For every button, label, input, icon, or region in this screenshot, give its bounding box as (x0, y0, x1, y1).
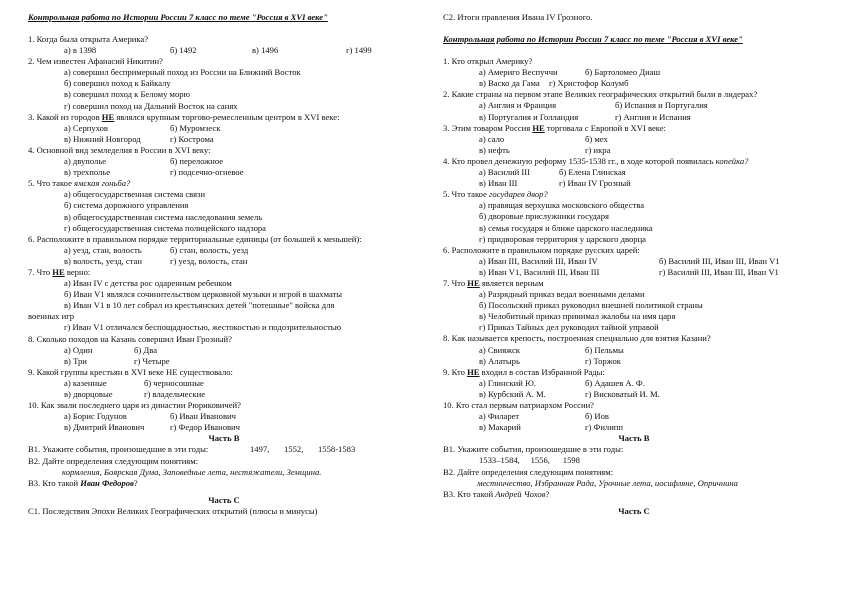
left-b2-terms: кормления, Боярская Дума, Заповедные лета, нестяжатели, Земщина. (62, 466, 322, 477)
left-q7-text: 7. Что НЕ верно: (28, 266, 91, 277)
answer-option: б) Бартоломео Диаш (585, 67, 661, 78)
answer-option: в) трехполье (64, 167, 111, 178)
left-q9-text: 9. Какой группы крестьян в XVI веке НЕ существовало: (28, 366, 233, 377)
right-c2: С2. Итоги правления Ивана IV Грозного. (443, 12, 593, 22)
right-q7-text: 7. Что НЕ является верным (443, 277, 544, 288)
left-column (28, 12, 420, 517)
answer-option: г) придворовая территория у царского дворца (479, 233, 646, 244)
not-emphasis: НЕ (467, 277, 480, 288)
answer-option: в) Алатырь (479, 355, 520, 366)
answer-option: б) стан, волость, уезд (170, 244, 249, 255)
answer-option: а) уезд, стан, волость (64, 244, 142, 255)
not-emphasis: НЕ (52, 266, 65, 277)
term-emphasis: государев двор? (489, 189, 548, 200)
answer-option: г) Англия и Испания (615, 111, 691, 122)
answer-option: б) система дорожного управления (64, 200, 189, 211)
answer-option: а) Василий III (479, 167, 531, 178)
left-q1-options (28, 45, 420, 56)
left-b3: В3. Кто такой Иван Федоров? (28, 477, 138, 488)
answer-option: а) Америго Веспуччи (479, 67, 558, 78)
person-name: Иван Федоров (80, 477, 134, 488)
answer-option: в) общегосударственная система наследования земель (64, 211, 263, 222)
left-q4-text: 4. Основной вид земледелия в России в XVI веку: (28, 144, 211, 155)
right-q10-text: 10. Кто стал первым патриархом России? (443, 400, 594, 410)
right-q9-text: 9. Кто НЕ входил в состав Избранной Рады: (443, 366, 605, 377)
answer-option: в) Иван V1, Василий III, Иван III (479, 266, 600, 277)
answer-option: в) Дмитрий Иванович (64, 422, 145, 433)
answer-option: а) Борис Годунов (64, 411, 127, 422)
right-q1-text: 1. Кто открыл Америку? (443, 56, 533, 67)
right-q5-text: 5. Что такое государев двор? (443, 189, 548, 200)
answer-option: а) сало (479, 133, 505, 144)
answer-option: в) Макарий (479, 422, 521, 433)
left-part-b-heading: Часть В (208, 433, 240, 444)
answer-option: б) Муромзеск (170, 122, 221, 133)
left-q6-text: 6. Расположите в правильном порядке территориальные единицы (от большей к меньшей): (28, 233, 362, 244)
answer-option: в) совершил поход к Белому морю (64, 89, 191, 100)
answer-option: г) Василий III, Иван III, Иван V1 (659, 266, 779, 277)
answer-option: а) Свияжск (479, 344, 520, 355)
answer-option: в) Португалия и Голландия (479, 111, 579, 122)
left-title: Контрольная работа по Истории России 7 класс по теме "Россия в XVI веке" (28, 12, 328, 22)
right-q6-text: 6. Расположите в правильном порядке русских царей: (443, 244, 640, 255)
answer-option: г) Филипп (585, 422, 624, 433)
answer-option: г) Кострома (170, 133, 214, 144)
answer-option: б) Иов (585, 411, 609, 422)
answer-option: г) Четыре (134, 355, 170, 366)
right-b1-years: 1533–1584, 1556, 1598 (479, 455, 580, 466)
answer-option: а) двуполье (64, 156, 107, 167)
left-q3-text: 3. Какой из городов НЕ являлся крупным торгово-ремесленным центром в XVI веке: (28, 111, 340, 122)
answer-option: г) владельческие (144, 389, 206, 399)
answer-option: б) Иван Иванович (170, 411, 236, 422)
answer-option: г) Висковатый И. М. (585, 388, 660, 399)
answer-option: г) подсечно-огневое (170, 167, 244, 178)
left-q3-options (28, 123, 420, 134)
right-q4-text: 4. Кто провел денежную реформу 1535-1538 гг., в ходе которой появилась копейка? (443, 155, 749, 166)
answer-option: г) 1499 (346, 45, 372, 56)
answer-option: г) уезд, волость, стан (170, 255, 248, 266)
left-c1: С1. Последствия Эпохи Великих Географических открытий (плюсы и минусы) (28, 505, 318, 516)
answer-option: а) Филарет (479, 411, 520, 422)
answer-option: в) Нижний Новгород (64, 133, 141, 144)
answer-option: б) Василий III, Иван III, Иван V1 (659, 255, 780, 266)
right-part-c-heading: Часть С (618, 505, 650, 516)
answer-option: б) Адашев А. Ф. (585, 377, 645, 388)
right-column (443, 12, 825, 517)
answer-option: в) волость, уезд, стан (64, 255, 142, 266)
person-name: Андрей Чохов (495, 488, 546, 499)
answer-option: б) Испания и Португалия (615, 100, 708, 111)
answer-option: в) Васко да Гама (479, 78, 540, 89)
answer-option: а) Иван III, Василий III, Иван IV (479, 255, 598, 266)
term-emphasis: копейка? (715, 155, 749, 166)
answer-option: г) Торжок (585, 355, 621, 366)
answer-option: в) 1496 (252, 45, 279, 56)
answer-option: б) совершил поход к Байкалу (64, 78, 171, 89)
answer-option: в) нефть (479, 144, 510, 155)
answer-option: а) совершил беспримерный поход из России на Ближний Восток (64, 67, 301, 78)
answer-option-continuation: военных игр (28, 311, 75, 322)
right-b3: В3. Кто такой Андрей Чохов? (443, 488, 550, 499)
answer-option: а) Англия и Франция (479, 100, 557, 111)
answer-option: б) Елена Глинская (559, 167, 626, 178)
answer-option: г) икра (585, 144, 611, 155)
answer-option: в) Иван V1 в 10 лет собрал из крестьянских детей "потешные" войска для (64, 300, 335, 311)
term-emphasis: ямская гоньба? (74, 178, 131, 189)
right-b2-question: В2. Дайте определения следующим понятиям: (443, 466, 614, 477)
answer-option: б) Пельмы (585, 344, 624, 355)
answer-option: б) Посольский приказ руководил внешней политикой страны (479, 300, 703, 311)
left-part-c-heading: Часть С (208, 494, 240, 505)
answer-option: а) казенные (64, 377, 107, 388)
left-q8-text: 8. Сколько походов на Казань совершил Иван Грозный? (28, 333, 232, 344)
not-emphasis: НЕ (101, 111, 115, 122)
right-q2-text: 2. Какие страны на первом этапе Великих географических открытий были в лидерах? (443, 89, 758, 100)
answer-option: г) Иван IV Грозный (559, 178, 631, 189)
right-b1-question: В1. Укажите события, произошедшие в эти годы: (443, 444, 624, 455)
answer-option: в) Курбский А. М. (479, 388, 546, 399)
left-q10-text: 10. Как звали последнего царя из династии Рюриковичей? (28, 400, 241, 411)
answer-option: в) Три (64, 355, 87, 366)
answer-option: г) Иван V1 отличался беспощадностью, жестокостью и подозрительностью (64, 322, 342, 333)
answer-option: в) семья государя и ближе царского наследника (479, 222, 653, 233)
right-title: Контрольная работа по Истории России 7 класс по теме "Россия в XVI веке" (443, 34, 743, 45)
answer-option: в) Иван III (479, 178, 518, 189)
answer-option: б) черносошные (144, 377, 204, 388)
left-q5-text: 5. Что такое ямская гоньба? (28, 178, 131, 189)
answer-option: г) совершил поход на Дальний Восток на санях (64, 100, 238, 111)
answer-option: б) 1492 (170, 45, 197, 56)
answer-option: в) дворцовые (64, 389, 113, 399)
answer-option: г) Приказ Тайных дел руководил тайной управой (479, 322, 659, 333)
not-emphasis: НЕ (467, 366, 480, 377)
answer-option: а) Один (64, 344, 93, 355)
right-b2-terms: местничество, Избранная Рада, Урочные лета, иосифляне, Опричнина (477, 477, 738, 488)
answer-option: а) Глинский Ю. (479, 377, 536, 388)
answer-option: б) Иван V1 являлся сочинительством церковной музыки и игрой в шахматы (64, 289, 343, 300)
left-q1-text: 1. Когда была открыта Америка? (28, 34, 149, 44)
answer-option: б) дворовые прислужники государя (479, 211, 609, 222)
left-b1: В1. Укажите события, произошедшие в эти годы: 1497, 1552, 1558-1583 (28, 444, 356, 455)
answer-option: г) Христофор Колумб (549, 78, 629, 89)
not-emphasis: НЕ (532, 122, 545, 133)
answer-option: б) Два (134, 344, 158, 355)
answer-option: а) правящая верхушка московского общества (479, 200, 645, 211)
answer-option: а) Разрядный приказ ведал военными делами (479, 289, 645, 300)
answer-option: а) Серпухов (64, 122, 108, 133)
answer-option: г) Федор Иванович (170, 422, 240, 433)
right-part-b-heading: Часть В (618, 433, 650, 444)
left-q2-text: 2. Чем известен Афанасий Никитин? (28, 56, 163, 67)
answer-option: в) Челобитный приказ принимал жалобы на имя царя (479, 311, 676, 322)
answer-option: а) общегосударственная система связи (64, 189, 206, 200)
left-b2-question: В2. Дайте определения следующим понятиям: (28, 455, 199, 466)
answer-option: б) мех (585, 133, 608, 144)
answer-option: г) общегосударственная система полицейского надзора (64, 222, 266, 233)
right-q3-text: 3. Этим товаром Россия НЕ торговала с Европой в XVI веке: (443, 122, 666, 133)
answer-option: а) Иван IV с детства рос одаренным ребенком (64, 278, 232, 289)
answer-option: а) в 1398 (64, 45, 97, 56)
right-q8-text: 8. Как называется крепость, построенная специально для взятия Казани? (443, 333, 711, 344)
answer-option: б) переложное (170, 156, 224, 167)
